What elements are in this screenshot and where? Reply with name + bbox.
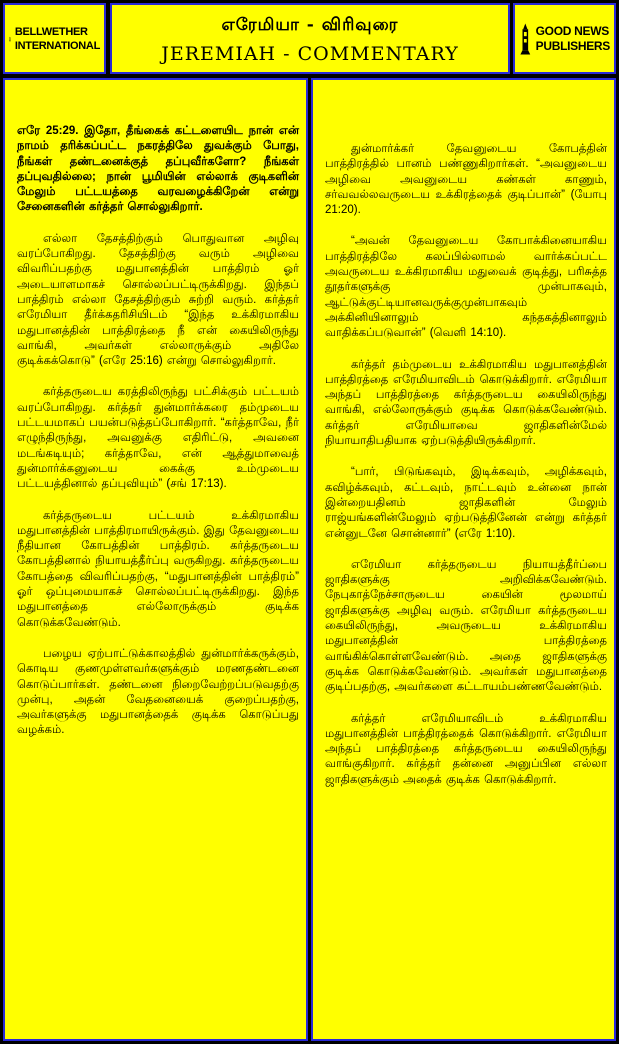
bell-tower-icon: [519, 17, 532, 61]
commentary-paragraph: கர்த்தருடைய பட்டயம் உக்கிரமாகிய மதுபானத்தின் பாத்திரமாயிருக்கும். இது தேவனுடைய நீதியான கோபத்தின் பாத்திரம். கர்த்தருடைய கோபத்தினால் நியாயத்தீர்ப்பு வருகிறது. கர்த்தருடைய கோபத்தை விவரிப்பதற்கு, “மதுபானத்தின் பாத்திரம்” ஓர் ஒப்புமையாகச் சொல்லப்பட்டிருக்கிறது. இந்த மதுபானத்தை எல்லோருக்கும் குடிக்க கொடுக்கவேண்டும்.: [17, 509, 299, 629]
left-column: [3, 78, 308, 1041]
right-column: [311, 78, 616, 1041]
header-title-box: [110, 3, 510, 74]
commentary-paragraph: கர்த்தர் தம்முடைய உக்கிரமாகிய மதுபானத்தின் பாத்திரத்தை எரேமியாவிடம் கொடுக்கிறார். எரேமியா அந்தப் பாத்திரத்தை கர்த்தருடைய கையிலிருந்து வாங்கி, எல்லோருக்கும் குடிக்க கொடுக்கவேண்டும். கர்த்தர் எரேமியாவை ஜாதிகளின்மேல் நியாயாதிபதியாக ஏற்படுத்தியிருக்கிறார்.: [325, 358, 607, 448]
commentary-paragraph: “பார், பிடுங்கவும், இடிக்கவும், அழிக்கவும், கவிழ்க்கவும், கட்டவும், நாட்டவும் உன்னை நான் இன்றையதினம் ஜாதிகளின் மேலும் ராஜ்யங்களின்மேலும் ஏற்படுத்தினேன் என்று கர்த்தர் என்னுடனே சொன்னார்” (எரே 1:10).: [325, 466, 607, 540]
title-tamil: எரேமியா - விரிவுரை: [221, 15, 399, 35]
commentary-paragraph: கர்த்தருடைய கரத்திலிருந்து பட்சிக்கும் பட்டயம் வரப்போகிறது. கர்த்தர் துன்மார்க்கரை தம்முடைய பட்டயமாகப் பயன்படுத்தப்போகிறார். “கர்த்தாவே, நீர் எழுந்திருந்து, அவனுக்கு எதிரிட்டு, அவனை மடங்கடியும்; கர்த்தாவே, என் ஆத்துமாவைத் துன்மார்க்கனுடைய கைக்கு உம்முடைய பட்டயத்தினால் தப்புவியும்” (சங் 17:13).: [17, 386, 299, 491]
title-english: JEREMIAH - COMMENTARY: [161, 43, 459, 65]
bell-tower-icon: [9, 17, 11, 61]
verse-paragraph: எரே 25:29. இதோ, தீங்கைக் கட்டளையிட நான் என் நாமம் தரிக்கப்பட்ட நகரத்திலே துவக்கும் போது, நீங்கள் தண்டனைக்குத் தப்புவீர்களோ? நீங்கள் தப்புவதில்லை; நான் பூமியின் எல்லாக் குடிகளின் மேலும் பட்டயத்தை வரவழைக்கிறேன் என்று சேனைகளின் கர்த்தர் சொல்லுகிறார்.: [17, 125, 299, 214]
commentary-paragraph: பழைய ஏற்பாட்டுக்காலத்தில் துன்மார்க்கருக்கும், கொடிய குணமுள்ளவர்களுக்கும் மரணதண்டனை கொடுப்பார்கள். தண்டனை நிறைவேற்றப்படுவதற்கு முன்பு, அதன் வேதனையைக் குறைப்பதற்கு, அவர்களுக்கு மதுபானத்தைக் குடிக்க கொடுப்பது வழக்கம்.: [17, 647, 299, 737]
commentary-paragraph: கர்த்தர் எரேமியாவிடம் உக்கிரமாகிய மதுபானத்தின் பாத்திரத்தைக் கொடுக்கிறார். எரேமியா அந்தப் பாத்திரத்தை கர்த்தருடைய கையிலிருந்து வாங்குகிறார். கர்த்தர் தன்னை அனுப்பின எல்லா ஜாதிகளுக்கும் அதைக் குடிக்க கொடுக்கிறார்.: [325, 712, 607, 786]
logo-right-line1: GOOD NEWS: [535, 23, 609, 38]
logo-right-line2: PUBLISHERS: [535, 38, 610, 53]
commentary-paragraph: துன்மார்க்கர் தேவனுடைய கோபத்தின் பாத்திரத்தில் பானம் பண்ணுகிறார்கள். “அவனுடைய அழிவை அவனுடைய கண்கள் காணும், சர்வவல்லவருடைய உக்கிரத்தைக் குடிப்பான்” (யோபு 21:20).: [325, 143, 607, 217]
commentary-paragraph: எரேமியா கர்த்தருடைய நியாயத்தீர்ப்பை ஜாதிகளுக்கு அறிவிக்கவேண்டும். நேபுகாத்நேச்சாருடைய கையின் மூலமாய் ஜாதிகளுக்கு அழிவு வரும். எரேமியா கர்த்தருடைய கையிலிருந்து, அவருடைய உக்கிரமாகிய மதுபானத்தின் பாத்திரத்தை வாங்கிக்கொள்ளவேண்டும். அதை ஜாதிகளுக்கு குடிக்க கொடுக்கவேண்டும். அவர்கள் மதுபானத்தை குடிப்பதற்கு, அவர்களை கட்டாயம்பண்ணவேண்டும்.: [325, 558, 607, 694]
publisher-logo-left: [3, 3, 106, 74]
publisher-logo-right: [513, 3, 616, 74]
logo-left-line2: INTERNATIONAL: [14, 39, 100, 52]
commentary-paragraph: எல்லா தேசத்திற்கும் பொதுவான அழிவு வரப்போகிறது. தேசத்திற்கு வரும் அழிவை விவரிப்பதற்கு மதுபானத்தின் பாத்திரம் ஓர் அடையாளமாகச் சொல்லப்பட்டிருக்கிறது. இந்தப் பாத்திரம் எல்லா தேசத்திற்கும் சுற்றி வரும். கர்த்தர் எரேமியா தீர்க்கதரிசியிடம் “இந்த உக்கிரமாகிய மதுபானத்தின் பாத்திரத்தை நீ என் கையிலிருந்து வாங்கி, அவர்கள் எல்லாருக்கும் அதிலே குடிக்கக்கொடு” (எரே 25:16) என்று சொல்லுகிறார்.: [17, 232, 299, 368]
commentary-paragraph: “அவன் தேவனுடைய கோபாக்கினையாகிய பாத்திரத்திலே கலப்பில்லாமல் வார்க்கப்பட்ட அவருடைய உக்கிரமாகிய மதுவைக் குடித்து, பரிசுத்த தூதர்களுக்கு முன்பாகவும், ஆட்டுக்குட்டியானவருக்குமுன்பாகவும் அக்கினியினாலும் கந்தகத்தினாலும் வாதிக்கப்படுவான்” (வெளி 14:10).: [325, 235, 607, 340]
logo-left-line1: BELLWETHER: [14, 25, 88, 38]
